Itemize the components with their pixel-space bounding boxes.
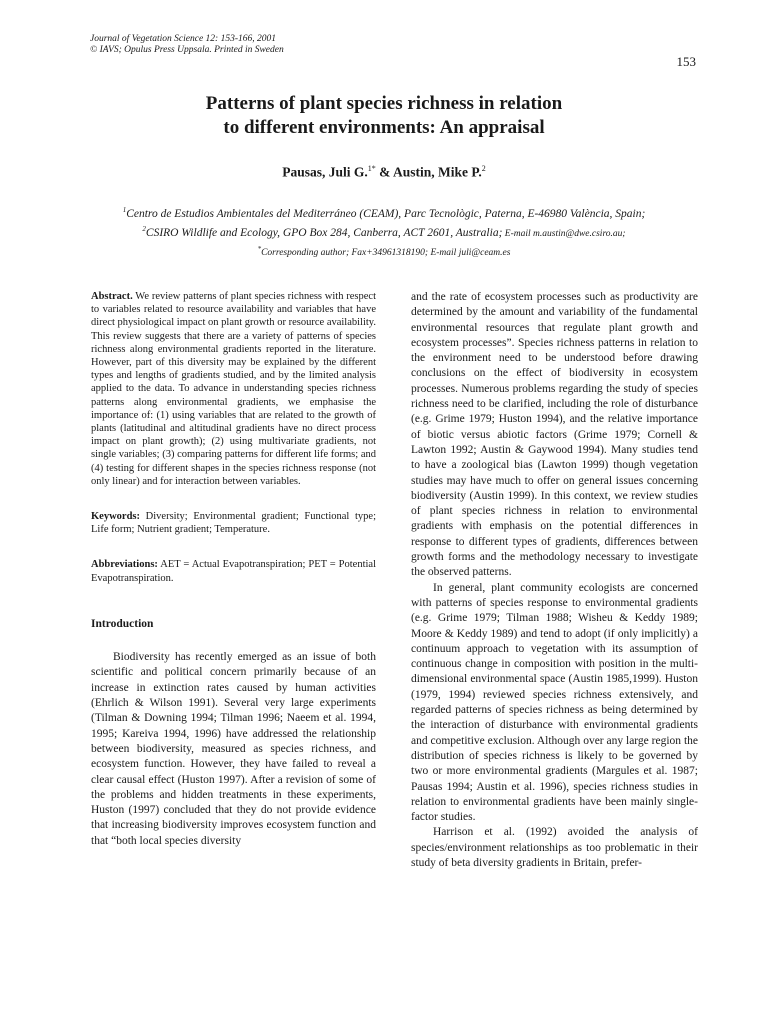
affiliation-2-email: E-mail m.austin@dwe.csiro.au; <box>502 228 626 239</box>
right-column <box>411 290 698 871</box>
author-connector: & <box>375 164 394 180</box>
author-2: Austin, Mike P. <box>393 164 482 180</box>
affiliation-1 <box>0 203 768 222</box>
right-paragraph-3: Harrison et al. (1992) avoided the analysis of species/environment relationships as too problematic in their study of beta diversity gradients in Britain, prefer- <box>411 826 698 869</box>
corresponding-mark: * <box>257 244 262 253</box>
abstract-text: We review patterns of plant species richness with respect to variables related to resource availability and variables that have direct physiological impact on plant growth or resource availability. This review suggests that there are a variety of patterns of species richness along environmental gradients reported in the literature. However, part of this diversity may be explained by the different types and lengths of gradients studied, and by the limited analysis applied to the data. To advance in understanding species richness patterns along environmental gradients, we emphasise the importance of: (1) using variables that are related to the growth of plants (latitudinal and altitudinal gradients have no direct process impact on plant growth); (2) using multivariate gradients, not single variables; (3) comparing patterns for different life forms; and (4) testing for different shapes in the species richness response (not only linear) and for interaction between variables. <box>91 291 376 487</box>
page-number: 153 <box>676 54 696 69</box>
title-line-2: to different environments: An appraisal <box>223 117 545 138</box>
title-line-1: Patterns of plant species richness in relation <box>205 93 563 114</box>
affiliation-2-text: CSIRO Wildlife and Ecology, GPO Box 284, Canberra, ACT 2601, Australia; <box>145 226 503 239</box>
journal-copyright: © IAVS; Opulus Press Uppsala. Printed in Sweden <box>90 45 284 55</box>
corresponding-text: Corresponding author; Fax+34961318190; E-mail juli@ceam.es <box>261 247 511 258</box>
paper-title <box>0 92 768 140</box>
right-paragraph-2: In general, plant community ecologists are concerned with patterns of species response to environmental gradients (e.g. Grime 1979; Tilman 1988; Wisheu & Keddy 1989; Moore & Keddy 1989) and tend to adopt (if only implicitly) a continuum approach to vegetation with its assumption of continuous change in composition with position in the multi-dimensional environmental space (Austin 1985,1999). Huston (1979, 1994) reviewed species richness extensively, and regarded patterns of species richness as being determined by the interaction of disturbance with environmental gradients and competitive exclusion. Although over any large region the distribution of species richness is likely to be governed by two or more environmental gradients (Margules et al. 1987; Pausas 1994; Austin et al. 1996), species richness studies in relation to environmental gradients have been mainly single-factor studies. <box>411 581 698 824</box>
introduction-paragraph-1: Biodiversity has recently emerged as an issue of both scientific and political concern primarily because of an increase in extinction rates caused by human activities (Ehrlich & Wilson 1991). Several very large experiments (Tilman & Downing 1994; Tilman 1996; Naeem et al. 1994, 1995; Kareiva 1994, 1996) have addressed the relationship between biodiversity, measured as species richness, and ecosystem function. However, they have failed to reveal a clear causal effect (Huston 1997). After a revision of some of the problems and hidden treatments in these experiments, Huston (1997) concluded that they do not provide evidence that increasing biodiversity improves ecosystem function and that “both local species diversity <box>91 651 376 847</box>
journal-header <box>90 34 284 56</box>
abbreviations <box>91 558 376 584</box>
author-1-affiliation-mark: 1* <box>367 164 376 173</box>
author-list <box>0 164 768 181</box>
corresponding-author <box>0 242 768 261</box>
affiliation-2 <box>0 222 768 242</box>
author-2-affiliation-mark: 2 <box>481 164 486 173</box>
author-1: Pausas, Juli G. <box>282 164 368 180</box>
keywords-label: Keywords: <box>91 511 140 523</box>
section-heading-introduction: Introduction <box>91 617 154 630</box>
journal-citation: Journal of Vegetation Science 12: 153-166, 2001 <box>90 34 277 44</box>
left-column <box>91 290 376 849</box>
abstract <box>91 290 376 488</box>
abbreviations-text: AET = Actual Evapotranspiration; PET = Potential Evapotranspiration. <box>91 559 376 584</box>
keywords-text: Diversity; Environmental gradient; Functional type; Life form; Nutrient gradient; Temperature. <box>91 511 376 536</box>
abstract-label: Abstract. <box>91 291 133 302</box>
affiliations <box>0 203 768 261</box>
right-paragraph-1: and the rate of ecosystem processes such as productivity are determined by the amount and variability of the fundamental environmental resources that regulate plant growth and ecosystem processes”. Species richness patterns in relation to the environment need to be understood before drawing conclusions on the effect of biodiversity in ecosystem processes. Numerous problems regarding the study of species richness need to be clarified, including the role of disturbance (e.g. Grime 1979; Huston 1994), and the relative importance of biotic versus abiotic factors (Grime 1979; Cornell & Lawton 1992; Austin & Gaywood 1994). Many studies tend to have a zoological bias (Lawton 1999) though vegetation studies may have much to offer on general issues concerning biodiversity (Austin 1999). In this context, we review studies of plant species richness in relation to environmental gradients with emphasis on the potential differences in response to different types of gradients, differences between growth forms and the methodology necessary to investigate the observed patterns. <box>411 291 698 579</box>
abbreviations-label: Abbreviations: <box>91 559 158 571</box>
affiliation-1-mark: 1 <box>122 206 127 214</box>
affiliation-1-text: Centro de Estudios Ambientales del Mediterráneo (CEAM), Parc Tecnològic, Paterna, E-46980 València, Spain; <box>126 207 646 220</box>
affiliation-2-mark: 2 <box>142 224 146 233</box>
keywords <box>91 510 376 536</box>
